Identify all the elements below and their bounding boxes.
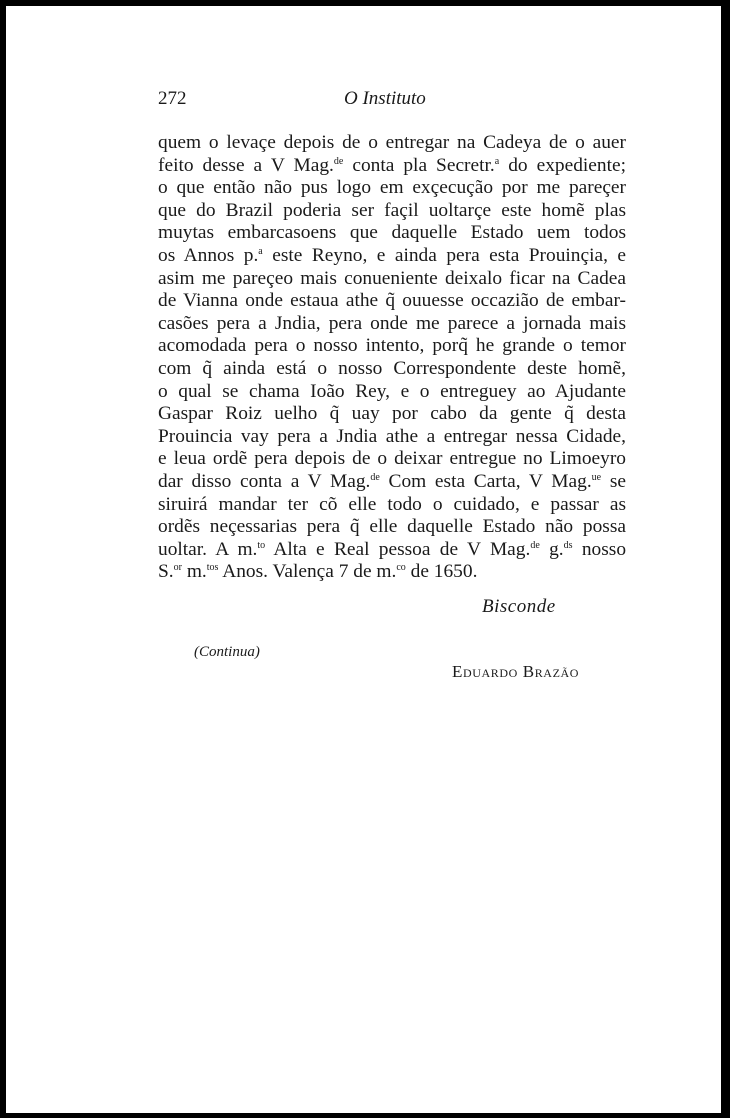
- text-segment: os Annos p.: [158, 244, 259, 266]
- text-line: [158, 471, 626, 494]
- text-line: [158, 539, 626, 562]
- text-segment: de 1650.: [405, 561, 478, 583]
- signature: Bisconde: [482, 596, 556, 617]
- superscript-abbreviation: tos: [206, 562, 219, 574]
- page-header: [158, 88, 628, 114]
- text-segment: se: [601, 470, 626, 492]
- continuation-note: (Continua): [194, 644, 260, 660]
- text-segment: dar disso conta a V Mag.: [158, 470, 371, 492]
- text-line: o qual se chama Ioão Rey, e o entreguey ao Ajudante: [158, 380, 626, 402]
- text-segment: do expediente;: [499, 154, 626, 176]
- superscript-abbreviation: ds: [563, 539, 573, 551]
- superscript-abbreviation: or: [173, 562, 182, 574]
- text-line: [158, 245, 626, 268]
- text-segment: g.: [539, 538, 564, 560]
- text-segment: Anos. Valença 7 de m.: [218, 561, 397, 583]
- text-segment: Com esta Carta, V Mag.: [379, 470, 592, 492]
- text-segment: Alta e Real pessoa de V Mag.: [265, 538, 531, 560]
- text-segment: feito desse a V Mag.: [158, 154, 334, 176]
- text-line: acomodada pera o nosso intento, porq̃ he grande o temor: [158, 335, 626, 357]
- text-segment: conta pla Secretr.: [343, 154, 495, 176]
- running-head: O Instituto: [344, 88, 426, 109]
- superscript-abbreviation: de: [370, 471, 380, 483]
- body-text: [158, 132, 626, 584]
- superscript-abbreviation: ue: [591, 471, 602, 483]
- superscript-abbreviation: de: [333, 155, 344, 167]
- superscript-abbreviation: de: [530, 539, 540, 551]
- text-segment: m.: [181, 561, 207, 583]
- text-line: que do Brazil poderia ser façil uoltarçe este homẽ plas: [158, 199, 626, 221]
- text-line: muytas embarcasoens que daquelle Estado uem todos: [158, 222, 626, 244]
- text-line: de Vianna onde estaua athe q̃ ouuesse occazião de embar-: [158, 290, 626, 312]
- text-segment: este Reyno, e ainda pera esta Prouinçia, e: [262, 244, 627, 266]
- text-line: [158, 561, 626, 584]
- text-line: com q̃ ainda está o nosso Correspondente deste homẽ,: [158, 357, 626, 379]
- superscript-abbreviation: a: [258, 245, 263, 257]
- text-segment: uoltar. A m.: [158, 538, 258, 560]
- text-line: asim me pareçeo mais conueniente deixalo ficar na Cadea: [158, 267, 626, 289]
- superscript-abbreviation: to: [257, 539, 266, 551]
- text-segment: S.: [158, 561, 174, 583]
- text-line: Gaspar Roiz uelho q̃ uay por cabo da gente q̃ desta: [158, 403, 626, 425]
- author-name: Eduardo Brazão: [452, 662, 580, 681]
- text-line: quem o levaçe depois de o entregar na Cadeya de o auer: [158, 132, 626, 153]
- text-line: e leua ordẽ pera depois de o deixar entregue no Limoeyro: [158, 448, 626, 470]
- superscript-abbreviation: a: [494, 155, 500, 167]
- text-line: siruirá mandar ter cõ elle todo o cuidado, e passar as: [158, 493, 626, 515]
- text-segment: nosso: [572, 538, 627, 560]
- text-line: [158, 155, 626, 178]
- text-line: ordẽs neçessarias pera q̃ elle daquelle Estado não possa: [158, 516, 626, 538]
- text-line: casões pera a Jndia, pera onde me parece a jornada mais: [158, 312, 626, 334]
- text-line: Prouincia vay pera a Jndia athe a entregar nessa Cidade,: [158, 425, 626, 447]
- page-number: 272: [158, 88, 187, 109]
- text-line: o que então não pus logo em exçecução por me pareçer: [158, 177, 626, 199]
- superscript-abbreviation: co: [396, 562, 406, 574]
